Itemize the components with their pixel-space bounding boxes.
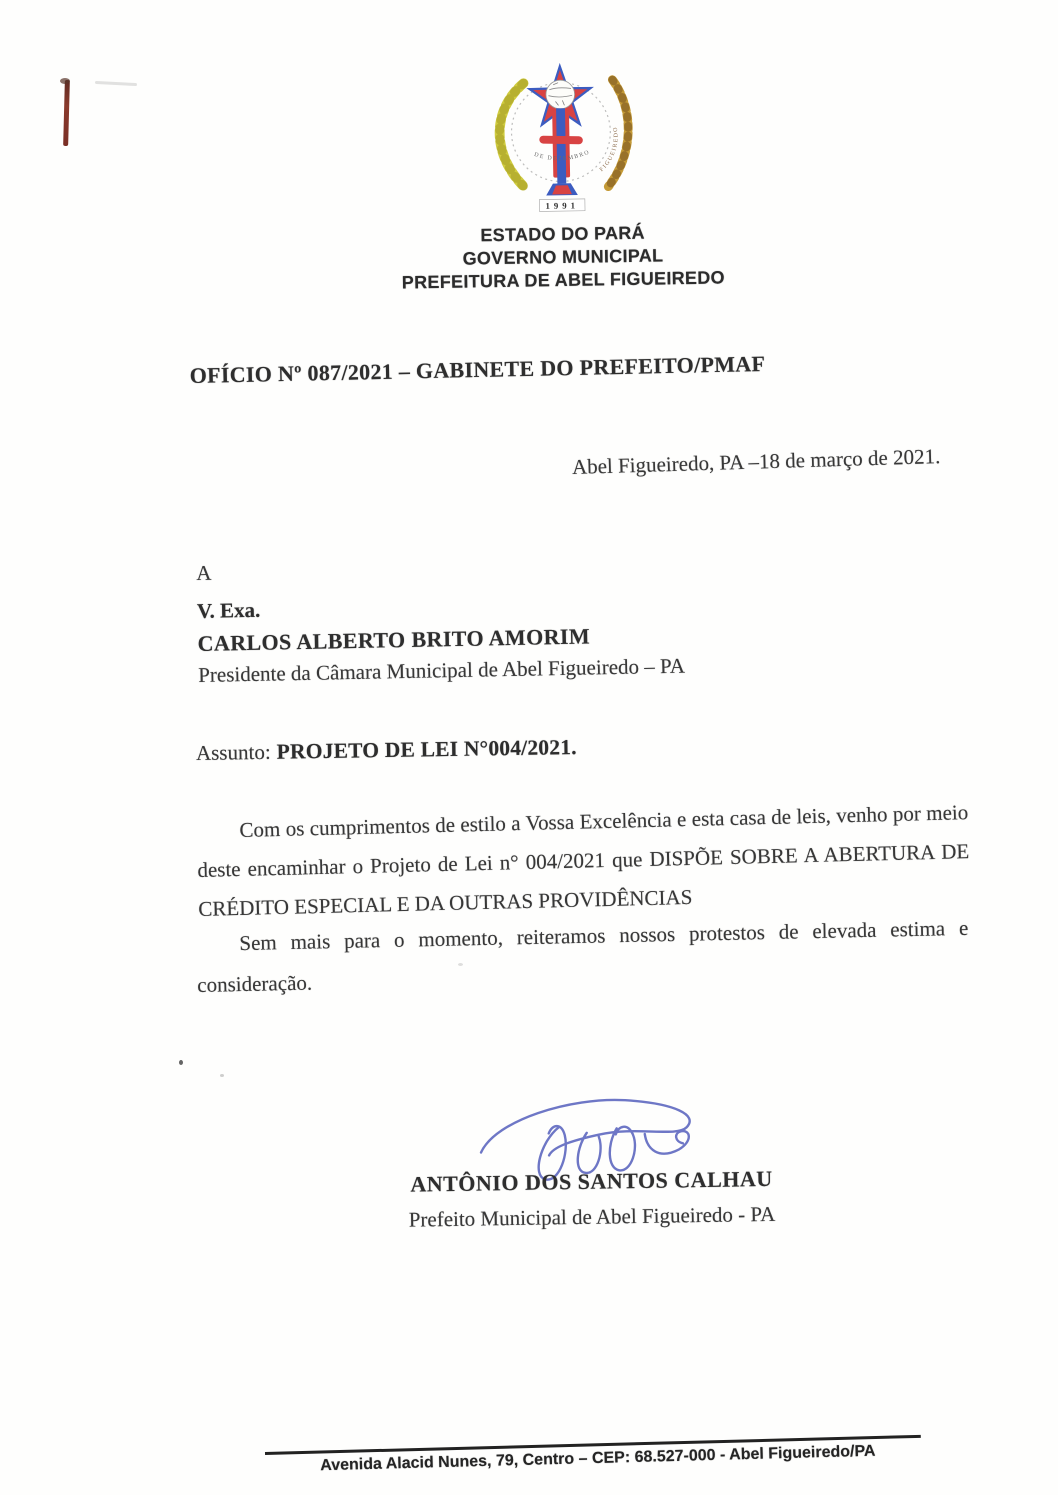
emblem-center-arc-text: DE DEZEMBRO bbox=[533, 149, 592, 163]
recipient-salutation: A bbox=[196, 560, 212, 585]
scan-artifact-red-mark-cap bbox=[60, 78, 70, 84]
signatory-title: Prefeito Municipal de Abel Figueiredo - PA bbox=[408, 1201, 776, 1232]
recipient-title: Presidente da Câmara Municipal de Abel Figueiredo – PA bbox=[197, 653, 686, 687]
reference-line: OFÍCIO Nº 087/2021 – GABINETE DO PREFEITO/PMAF bbox=[189, 350, 766, 389]
subject-line bbox=[196, 735, 577, 766]
emblem-year-plaque bbox=[539, 199, 585, 212]
scan-speck bbox=[220, 1074, 224, 1077]
scan-speck bbox=[179, 1060, 183, 1065]
scan-artifact-red-mark bbox=[63, 80, 70, 146]
body-paragraph-1: Com os cumprimentos de estilo a Vossa Excelência e esta casa de leis, venho por meio deste encaminhar o Projeto de Lei n° 004/2021 que DISPÕE SOBRE A ABERTURA DE CRÉDITO ESPECIAL E DA OUTRAS PROVIDÊNCIAS bbox=[197, 800, 970, 921]
letterhead-line-prefecture: PREFEITURA DE ABEL FIGUEIREDO bbox=[401, 267, 726, 293]
recipient-honorific: V. Exa. bbox=[196, 597, 261, 623]
scan-artifact-smudge bbox=[95, 81, 137, 86]
signature-block bbox=[385, 1082, 797, 1248]
date-line: Abel Figueiredo, PA –18 de março de 2021. bbox=[571, 444, 941, 479]
letterhead-line-state: ESTADO DO PARÁ bbox=[480, 222, 646, 246]
letterhead bbox=[229, 218, 896, 297]
subject-value: PROJETO DE LEI N°004/2021. bbox=[276, 735, 577, 764]
signatory-name: ANTÔNIO DOS SANTOS CALHAU bbox=[410, 1165, 773, 1197]
emblem-year: 1991 bbox=[545, 200, 580, 211]
body-paragraph-2: Sem mais para o momento, reiteramos nossos protestos de elevada estima e consideração. bbox=[197, 915, 969, 997]
subject-label: Assunto: bbox=[195, 739, 271, 765]
footer-address: Avenida Alacid Nunes, 79, Centro – CEP: 68.527-000 - Abel Figueiredo/PA bbox=[320, 1442, 876, 1475]
municipal-coat-of-arms-icon bbox=[476, 55, 647, 218]
emblem-globe-icon bbox=[546, 80, 575, 109]
recipient-name: CARLOS ALBERTO BRITO AMORIM bbox=[197, 623, 591, 656]
recipient-block bbox=[196, 551, 685, 689]
letterhead-line-government: GOVERNO MUNICIPAL bbox=[462, 245, 664, 269]
emblem-right-arc-text: FIGUEIREDO bbox=[598, 125, 620, 174]
